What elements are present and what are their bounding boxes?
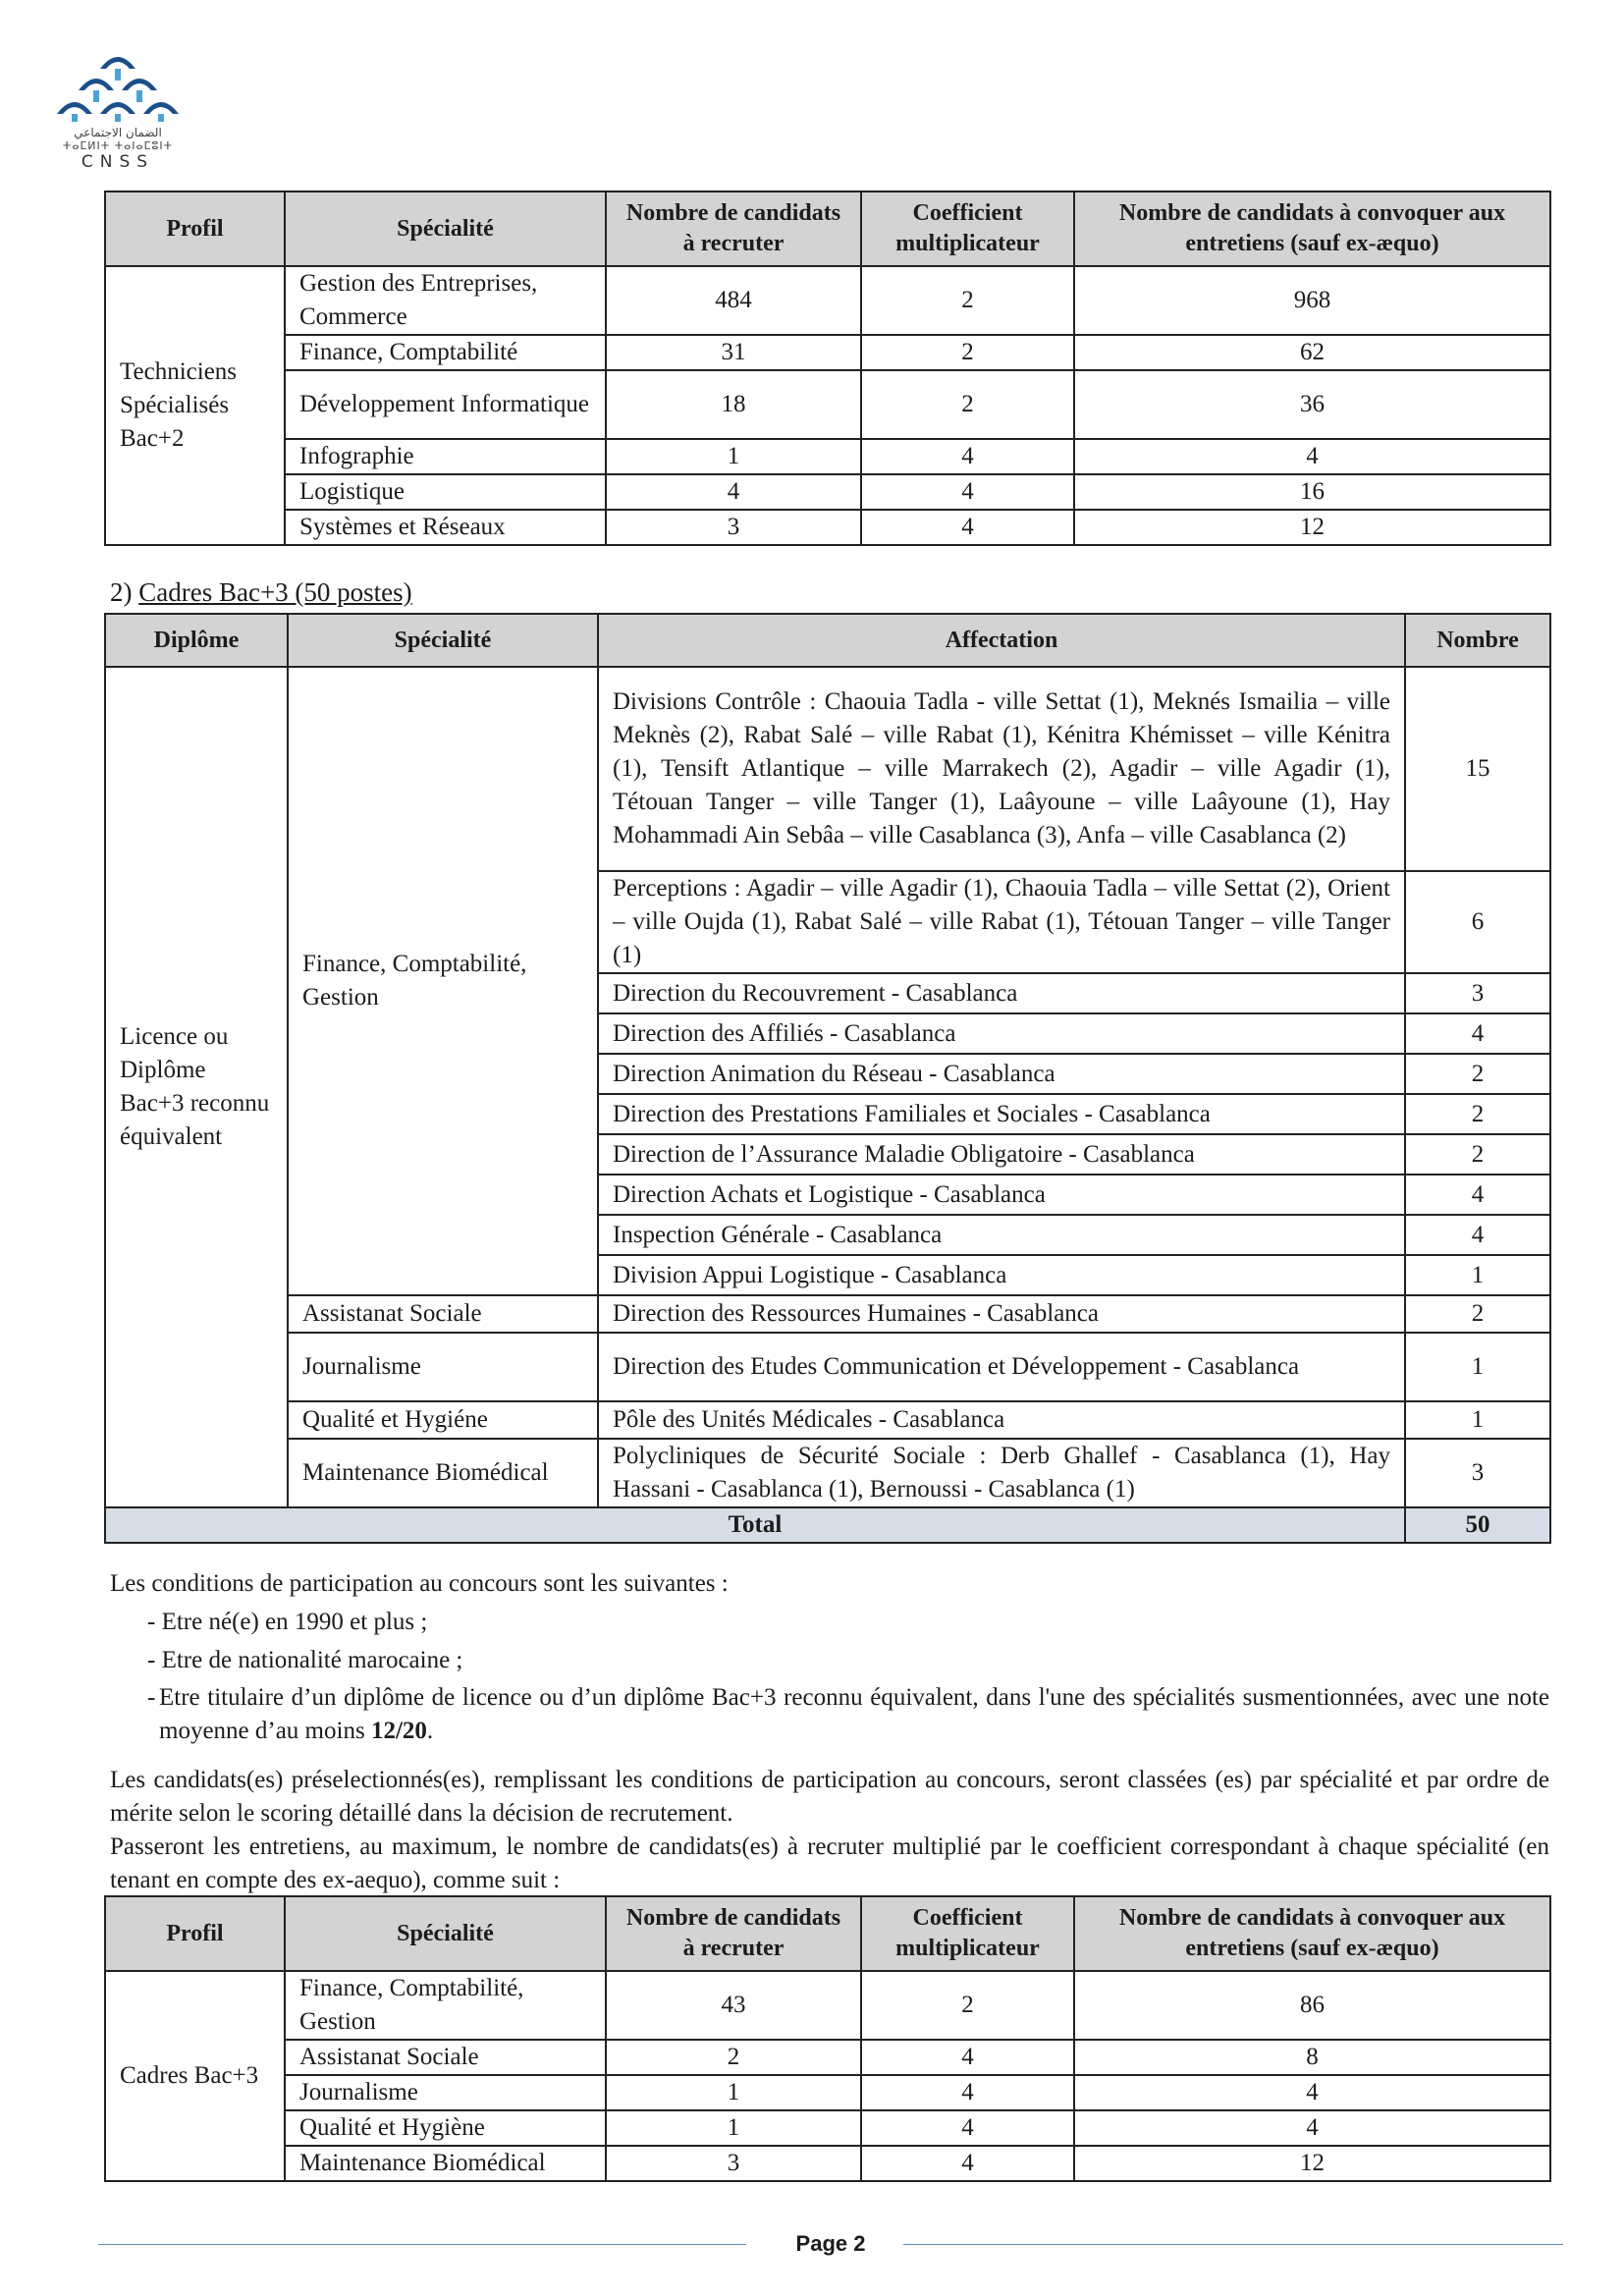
table-row — [105, 1971, 1550, 2040]
recruter-cell: 18 — [606, 370, 861, 439]
coef-cell: 2 — [861, 1971, 1074, 2040]
affectation-cell: Perceptions : Agadir – ville Agadir (1), Chaouia Tadla – ville Settat (2), Orient – ville Oujda (1), Rabat Salé – ville Rabat (1), Tétouan Tanger – ville Tanger (1) — [598, 871, 1405, 973]
nombre-cell: 15 — [1405, 667, 1550, 871]
table-row — [105, 335, 1550, 370]
recruter-cell: 3 — [606, 2146, 861, 2181]
nombre-cell: 1 — [1405, 1333, 1550, 1401]
recruter-cell: 31 — [606, 335, 861, 370]
coef-cell: 2 — [861, 266, 1074, 335]
convoquer-cell: 968 — [1074, 266, 1550, 335]
convoquer-cell: 86 — [1074, 1971, 1550, 2040]
affectation-cell: Division Appui Logistique - Casablanca — [598, 1255, 1405, 1295]
affectation-cell: Pôle des Unités Médicales - Casablanca — [598, 1401, 1405, 1439]
condition-item — [147, 1606, 1549, 1639]
specialite-cell: Infographie — [285, 439, 606, 474]
coef-cell: 4 — [861, 2110, 1074, 2146]
header-specialite: Spécialité — [288, 614, 598, 667]
condition-text: Etre titulaire d’un diplôme de licence ou d’un diplôme Bac+3 reconnu équivalent, dans l'une des spécialités susmentionnées, avec une note moyenne d’au moins — [159, 1684, 1549, 1744]
nombre-cell: 2 — [1405, 1094, 1550, 1134]
header-affectation: Affectation — [598, 614, 1405, 667]
convoquer-cell: 62 — [1074, 335, 1550, 370]
logo-name: CNSS — [81, 152, 155, 172]
affectation-cell: Direction Achats et Logistique - Casablanca — [598, 1175, 1405, 1215]
table-row — [105, 510, 1550, 545]
specialite-cell: Maintenance Biomédical — [285, 2146, 606, 2181]
affectation-cell: Polycliniques de Sécurité Sociale : Derb Ghallef - Casablanca (1), Hay Hassani - Casablanca (1), Bernoussi - Casablanca (1) — [598, 1439, 1405, 1507]
specialite-cell: Systèmes et Réseaux — [285, 510, 606, 545]
header-specialite: Spécialité — [285, 1896, 606, 1971]
convoquer-cell: 16 — [1074, 474, 1550, 510]
table-row — [105, 1439, 1550, 1507]
specialite-cell: Finance, Comptabilité, Gestion — [288, 667, 598, 1295]
recruter-cell: 43 — [606, 1971, 861, 2040]
coef-cell: 2 — [861, 335, 1074, 370]
table-row — [105, 1295, 1550, 1333]
table-row — [105, 1333, 1550, 1401]
logo-tifinagh-text: ⵜⴰⵎⵍⵏⵜ ⵜⴰⵏⴰⵎⵓⵏⵜ — [62, 139, 174, 152]
header-nombre-convoquer: Nombre de candidats à convoquer aux entretiens (sauf ex-æquo) — [1074, 1896, 1550, 1971]
specialite-cell: Finance, Comptabilité — [285, 335, 606, 370]
header-nombre-convoquer: Nombre de candidats à convoquer aux entretiens (sauf ex-æquo) — [1074, 191, 1550, 266]
condition-item — [147, 1681, 1549, 1748]
coef-cell: 2 — [861, 370, 1074, 439]
condition-min-grade: 12/20 — [370, 1718, 427, 1744]
recruter-cell: 484 — [606, 266, 861, 335]
recruter-cell: 3 — [606, 510, 861, 545]
coef-cell: 4 — [861, 474, 1074, 510]
specialite-cell: Finance, Comptabilité, Gestion — [285, 1971, 606, 2040]
page-number: Page 2 — [795, 2231, 866, 2256]
logo-arabic-text: الضمان الاجتماعي — [74, 126, 162, 139]
table-row — [105, 2110, 1550, 2146]
nombre-cell: 4 — [1405, 1175, 1550, 1215]
cnss-arches-icon — [49, 39, 187, 124]
affectation-cell: Direction des Etudes Communication et Développement - Casablanca — [598, 1333, 1405, 1401]
recruter-cell: 1 — [606, 2075, 861, 2110]
specialite-cell: Assistanat Sociale — [285, 2040, 606, 2075]
condition-text-block — [159, 1681, 1549, 1748]
nombre-cell: 3 — [1405, 973, 1550, 1013]
specialite-cell: Gestion des Entreprises, Commerce — [285, 266, 606, 335]
coef-cell: 4 — [861, 510, 1074, 545]
bullet-mark: - — [147, 1609, 156, 1635]
affectation-cell: Direction des Prestations Familiales et Sociales - Casablanca — [598, 1094, 1405, 1134]
diplome-cell: Licence ou Diplôme Bac+3 reconnu équivalent — [105, 667, 288, 1507]
recruter-cell: 1 — [606, 2110, 861, 2146]
table-cadres-affectation — [104, 613, 1551, 1544]
affectation-cell: Direction des Affiliés - Casablanca — [598, 1013, 1405, 1054]
nombre-cell: 4 — [1405, 1013, 1550, 1054]
profil-cell: Techniciens Spécialisés Bac+2 — [105, 266, 285, 545]
header-coefficient: Coefficient multiplicateur — [861, 191, 1074, 266]
nombre-cell: 4 — [1405, 1215, 1550, 1255]
nombre-cell: 6 — [1405, 871, 1550, 973]
profil-cell: Cadres Bac+3 — [105, 1971, 285, 2181]
header-nombre: Nombre — [1405, 614, 1550, 667]
condition-item — [147, 1644, 1549, 1677]
coef-cell: 4 — [861, 2146, 1074, 2181]
coef-cell: 4 — [861, 439, 1074, 474]
affectation-cell: Direction de l’Assurance Maladie Obligatoire - Casablanca — [598, 1134, 1405, 1175]
affectation-cell: Direction des Ressources Humaines - Casablanca — [598, 1295, 1405, 1333]
paragraph-preselection: Les candidats(es) préselectionnés(es), remplissant les conditions de participation au concours, seront classées (es) par spécialité et par ordre de mérite selon le scoring détaillé dans la décision de recrutement. — [110, 1767, 1549, 1827]
condition-text: Etre né(e) en 1990 et plus ; — [161, 1609, 428, 1635]
section-title — [110, 575, 412, 609]
header-nombre-recruter: Nombre de candidats à recruter — [606, 1896, 861, 1971]
table-row — [105, 2146, 1550, 2181]
table-row — [105, 2075, 1550, 2110]
specialite-cell: Développement Informatique — [285, 370, 606, 439]
header-profil: Profil — [105, 191, 285, 266]
bullet-mark: - — [147, 1647, 156, 1673]
table-techniciens — [104, 191, 1551, 546]
coef-cell: 4 — [861, 2075, 1074, 2110]
recruter-cell: 4 — [606, 474, 861, 510]
specialite-cell: Journalisme — [285, 2075, 606, 2110]
recruter-cell: 1 — [606, 439, 861, 474]
condition-text: Etre de nationalité marocaine ; — [161, 1647, 463, 1673]
page-footer — [98, 2229, 1563, 2259]
nombre-cell: 2 — [1405, 1295, 1550, 1333]
coef-cell: 4 — [861, 2040, 1074, 2075]
nombre-cell: 2 — [1405, 1054, 1550, 1094]
specialite-cell: Logistique — [285, 474, 606, 510]
convoquer-cell: 4 — [1074, 2075, 1550, 2110]
table-row — [105, 1401, 1550, 1439]
table-row — [105, 266, 1550, 335]
table-row — [105, 370, 1550, 439]
convoquer-cell: 4 — [1074, 2110, 1550, 2146]
total-row — [105, 1507, 1550, 1543]
convoquer-cell: 4 — [1074, 439, 1550, 474]
convoquer-cell: 36 — [1074, 370, 1550, 439]
recruter-cell: 2 — [606, 2040, 861, 2075]
convoquer-cell: 12 — [1074, 510, 1550, 545]
table-row — [105, 474, 1550, 510]
bullet-mark: - — [147, 1684, 156, 1711]
nombre-cell: 1 — [1405, 1255, 1550, 1295]
section-number: 2) — [110, 577, 133, 607]
affectation-cell: Divisions Contrôle : Chaouia Tadla - ville Settat (1), Meknés Ismailia – ville Meknès (2), Rabat Salé – ville Rabat (1), Kénitra Khémisset – ville Kénitra (1), Tensift Atlantique – ville Marrakech (2), Agadir – ville Agadir (1), Tétouan Tanger – ville Tanger (1), Laâyoune – ville Laâyoune (1), Hay Mohammadi Ain Sebâa – ville Casablanca (3), Anfa – ville Casablanca (2) — [598, 667, 1405, 871]
affectation-cell: Inspection Générale - Casablanca — [598, 1215, 1405, 1255]
table-header-row — [105, 191, 1550, 266]
specialite-cell: Assistanat Sociale — [288, 1295, 598, 1333]
convoquer-cell: 12 — [1074, 2146, 1550, 2181]
paragraph-entretiens: Passeront les entretiens, au maximum, le nombre de candidats(es) à recruter multiplié par le coefficient correspondant à chaque spécialité (en tenant en compte des ex-aequo), comme suit : — [110, 1833, 1549, 1893]
convoquer-cell: 8 — [1074, 2040, 1550, 2075]
table-row — [105, 2040, 1550, 2075]
header-diplome: Diplôme — [105, 614, 288, 667]
header-nombre-recruter: Nombre de candidats à recruter — [606, 191, 861, 266]
cnss-logo — [39, 39, 196, 177]
affectation-cell: Direction Animation du Réseau - Casablanca — [598, 1054, 1405, 1094]
specialite-cell: Journalisme — [288, 1333, 598, 1401]
total-label: Total — [105, 1507, 1405, 1543]
nombre-cell: 1 — [1405, 1401, 1550, 1439]
header-profil: Profil — [105, 1896, 285, 1971]
header-coefficient: Coefficient multiplicateur — [861, 1896, 1074, 1971]
specialite-cell: Qualité et Hygiéne — [288, 1401, 598, 1439]
table-row — [105, 667, 1550, 871]
table-cadres-entretiens — [104, 1895, 1551, 2182]
nombre-cell: 2 — [1405, 1134, 1550, 1175]
table-row — [105, 439, 1550, 474]
condition-end: . — [426, 1718, 434, 1744]
nombre-cell: 3 — [1405, 1439, 1550, 1507]
table-header-row — [105, 1896, 1550, 1971]
specialite-cell: Qualité et Hygiène — [285, 2110, 606, 2146]
specialite-cell: Maintenance Biomédical — [288, 1439, 598, 1507]
conditions-intro: Les conditions de participation au concours sont les suivantes : — [110, 1570, 729, 1597]
total-value: 50 — [1405, 1507, 1550, 1543]
header-specialite: Spécialité — [285, 191, 606, 266]
affectation-cell: Direction du Recouvrement - Casablanca — [598, 973, 1405, 1013]
table-header-row — [105, 614, 1550, 667]
section-heading: Cadres Bac+3 (50 postes) — [138, 577, 412, 607]
